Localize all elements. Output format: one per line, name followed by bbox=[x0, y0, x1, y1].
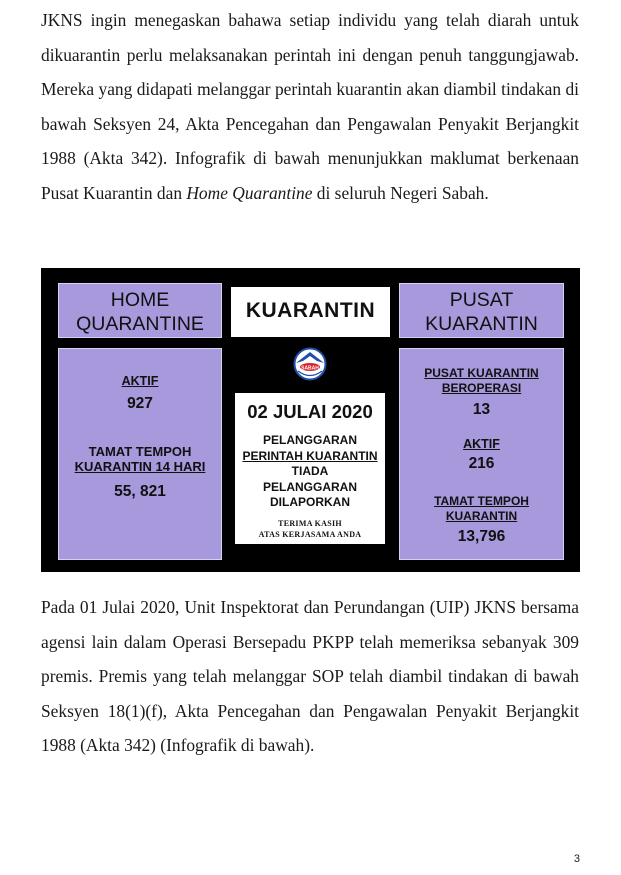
logo-text: SABAH bbox=[301, 365, 319, 372]
center-thanks1: TERIMA KASIH bbox=[278, 518, 342, 528]
pusat-title-line1: PUSAT bbox=[449, 289, 514, 311]
pusat-beroperasi-line1: PUSAT KUARANTIN bbox=[424, 366, 539, 380]
center-line2: PERINTAH KUARANTIN bbox=[242, 448, 378, 463]
home-aktif-value: 927 bbox=[127, 395, 153, 412]
home-quarantine-header bbox=[58, 283, 222, 338]
intro-emphasis: Home Quarantine bbox=[186, 182, 313, 203]
home-tamat-label bbox=[59, 444, 221, 474]
home-tamat-label-line2: KUARANTIN 14 HARI bbox=[74, 459, 206, 474]
pusat-beroperasi-line2: BEROPERASI bbox=[441, 381, 522, 395]
kuarantin-header bbox=[231, 287, 390, 337]
uip-paragraph: Pada 01 Julai 2020, Unit Inspektorat dan Perundangan (UIP) JKNS bersama agensi lain dalam Operasi Bersepadu PKPP telah memeriksa sebanyak 309 premis. Premis yang telah melanggar SOP telah diambil tindakan di bawah Seksyen 18(1)(f), Akta Pencegahan dan Pengawalan Penyakit Berjangkit 1988 (Akta 342) (Infografik di bawah). bbox=[41, 597, 579, 755]
intro-text-end: di seluruh Negeri Sabah. bbox=[312, 182, 489, 203]
center-line3: TIADA bbox=[291, 464, 329, 478]
pusat-title-line2: KUARANTIN bbox=[425, 313, 538, 335]
pusat-aktif-value: 216 bbox=[468, 455, 495, 472]
center-line4: PELANGGARAN bbox=[262, 479, 357, 494]
center-info-card bbox=[235, 393, 385, 544]
pusat-beroperasi-label bbox=[400, 366, 563, 396]
center-line5: DILAPORKAN bbox=[270, 495, 350, 509]
home-tamat-label-line1: TAMAT TEMPOH bbox=[88, 444, 192, 459]
pusat-aktif-label: AKTIF bbox=[463, 437, 500, 451]
pusat-kuarantin-header bbox=[399, 283, 564, 338]
pusat-kuarantin-stats bbox=[399, 348, 564, 560]
pusat-tamat-value: 13,796 bbox=[457, 528, 506, 545]
quarantine-infographic bbox=[41, 268, 580, 572]
home-title-line1: HOME bbox=[110, 289, 170, 311]
pusat-beroperasi-value: 13 bbox=[472, 401, 491, 418]
pusat-tamat-label-line1: TAMAT TEMPOH bbox=[434, 494, 529, 508]
pusat-tamat-label bbox=[400, 494, 563, 524]
center-thanks2: ATAS KERJASAMA ANDA bbox=[258, 529, 362, 539]
sabah-health-logo-icon bbox=[289, 347, 331, 381]
home-aktif-label: AKTIF bbox=[121, 374, 159, 388]
page-number: 3 bbox=[573, 853, 580, 865]
kuarantin-title: KUARANTIN bbox=[245, 299, 376, 322]
intro-paragraph bbox=[41, 3, 579, 210]
pusat-tamat-label-line2: KUARANTIN bbox=[445, 509, 518, 523]
intro-text: JKNS ingin menegaskan bahawa setiap individu yang telah diarah untuk dikuarantin perlu melaksanakan perintah ini dengan penuh tanggungjawab. Mereka yang didapati melanggar perintah kuarantin akan diambil tindakan di bawah Seksyen 24, Akta Pencegahan dan Pengawalan Penyakit Berjangkit 1988 (Akta 342). Infografik di bawah menunjukkan maklumat berkenaan Pusat Kuarantin dan bbox=[41, 10, 579, 203]
home-tamat-value: 55, 821 bbox=[114, 483, 166, 500]
center-line1: PELANGGARAN bbox=[262, 433, 357, 447]
home-quarantine-stats bbox=[58, 348, 222, 560]
center-panel bbox=[231, 344, 390, 564]
center-date: 02 JULAI 2020 bbox=[247, 401, 373, 422]
home-title-line2: QUARANTINE bbox=[76, 313, 204, 335]
